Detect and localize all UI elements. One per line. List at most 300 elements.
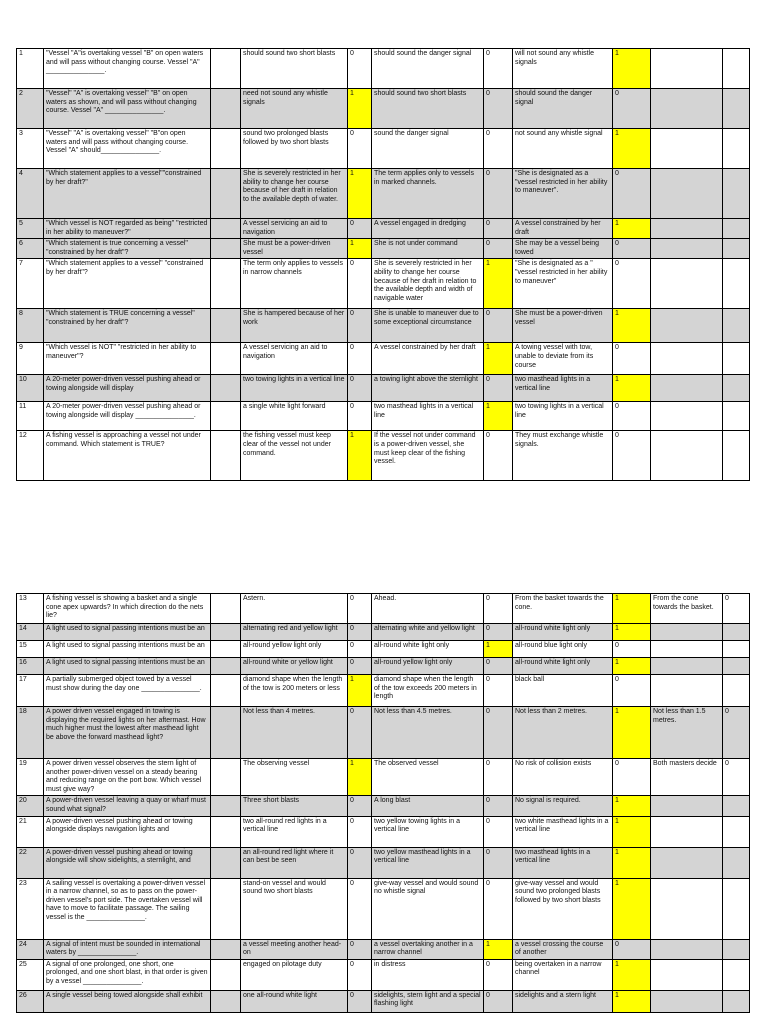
answer-flag-2: 0 — [484, 431, 513, 481]
answer-option-1: The observing vessel — [241, 759, 348, 796]
answer-flag-1: 1 — [348, 89, 372, 129]
answer-flag-2: 0 — [484, 89, 513, 129]
answer-option-1: Astern. — [241, 594, 348, 624]
answer-option-4 — [651, 878, 723, 939]
question-text: A light used to signal passing intentions must be an — [44, 624, 211, 641]
blank-cell — [211, 239, 241, 259]
answer-flag-3: 1 — [613, 594, 651, 624]
question-text: "Which statement is true concerning a vessel" "constrained by her draft"? — [44, 239, 211, 259]
answer-flag-2: 0 — [484, 796, 513, 816]
answer-flag-1: 0 — [348, 816, 372, 847]
answer-flag-1: 0 — [348, 343, 372, 375]
answer-flag-3: 0 — [613, 239, 651, 259]
answer-flag-3: 0 — [613, 89, 651, 129]
answer-flag-4 — [723, 796, 750, 816]
blank-cell — [211, 402, 241, 431]
question-number: 9 — [17, 343, 44, 375]
question-row — [17, 594, 750, 624]
answer-flag-1: 0 — [348, 309, 372, 343]
answer-flag-4 — [723, 49, 750, 89]
answer-option-2: a vessel overtaking another in a narrow channel — [372, 939, 484, 959]
answer-flag-2: 0 — [484, 816, 513, 847]
answer-flag-2: 0 — [484, 624, 513, 641]
answer-option-1: all-round yellow light only — [241, 641, 348, 658]
answer-flag-2: 1 — [484, 641, 513, 658]
question-row — [17, 431, 750, 481]
question-row — [17, 402, 750, 431]
question-text: A power driven vessel engaged in towing is displaying the required lights on her aftermast. How much higher must the lowest after masthead light be above the forward masthead light? — [44, 707, 211, 759]
answer-flag-1: 1 — [348, 759, 372, 796]
question-row — [17, 343, 750, 375]
answer-option-1: an all-round red light where it can best be seen — [241, 847, 348, 878]
answer-flag-3: 0 — [613, 939, 651, 959]
question-row — [17, 959, 750, 990]
answer-flag-3: 1 — [613, 796, 651, 816]
answer-option-2: should sound the danger signal — [372, 49, 484, 89]
answer-option-1: two towing lights in a vertical line — [241, 375, 348, 402]
question-number: 5 — [17, 219, 44, 239]
answer-flag-3: 1 — [613, 375, 651, 402]
question-number: 4 — [17, 169, 44, 219]
answer-option-1: the fishing vessel must keep clear of the vessel not under command. — [241, 431, 348, 481]
answer-option-4 — [651, 641, 723, 658]
answer-option-3: two towing lights in a vertical line — [513, 402, 613, 431]
answer-option-1: sound two prolonged blasts followed by two short blasts — [241, 129, 348, 169]
answer-option-4 — [651, 49, 723, 89]
question-text: "Vessel "A"is overtaking vessel "B" on open waters and will pass without changing course. Vessel "A" _______________. — [44, 49, 211, 89]
answer-option-3: No risk of collision exists — [513, 759, 613, 796]
answer-flag-4: 0 — [723, 759, 750, 796]
answer-option-2: in distress — [372, 959, 484, 990]
answer-flag-4 — [723, 959, 750, 990]
answer-option-1: a vessel meeting another head-on — [241, 939, 348, 959]
answer-option-4 — [651, 129, 723, 169]
answer-flag-3: 0 — [613, 759, 651, 796]
answer-option-3: black ball — [513, 675, 613, 707]
answer-option-3: will not sound any whistle signals — [513, 49, 613, 89]
question-row — [17, 707, 750, 759]
question-text: A partially submerged object towed by a vessel must show during the day one _______________. — [44, 675, 211, 707]
answer-flag-3: 1 — [613, 129, 651, 169]
question-row — [17, 796, 750, 816]
question-text: A 20-meter power-driven vessel pushing ahead or towing alongside will display _______________. — [44, 402, 211, 431]
blank-cell — [211, 309, 241, 343]
answer-flag-3: 1 — [613, 847, 651, 878]
answer-option-1: A vessel servicing an aid to navigation — [241, 219, 348, 239]
question-row — [17, 129, 750, 169]
answer-option-3: sidelights and a stern light — [513, 990, 613, 1012]
answer-flag-4 — [723, 375, 750, 402]
answer-flag-2: 0 — [484, 169, 513, 219]
blank-cell — [211, 959, 241, 990]
question-text: A sailing vessel is overtaking a power-driven vessel in a narrow channel, so as to pass on the power-driven vessel's port side. The overtaken vessel will have to move to facilitate passage. The sailing vessel is the _______________. — [44, 878, 211, 939]
blank-cell — [211, 796, 241, 816]
answer-option-4 — [651, 847, 723, 878]
answer-option-4 — [651, 259, 723, 309]
blank-cell — [211, 169, 241, 219]
answer-option-4 — [651, 169, 723, 219]
question-number: 11 — [17, 402, 44, 431]
blank-cell — [211, 707, 241, 759]
answer-flag-4 — [723, 878, 750, 939]
answer-flag-3: 0 — [613, 402, 651, 431]
question-number: 8 — [17, 309, 44, 343]
question-number: 20 — [17, 796, 44, 816]
answer-flag-1: 1 — [348, 431, 372, 481]
answer-flag-3: 0 — [613, 641, 651, 658]
answer-flag-4 — [723, 309, 750, 343]
question-text: "Vessel" "A" is overtaking vessel" "B"on open waters and will pass without changing course. Vessel "A" should_______________. — [44, 129, 211, 169]
answer-option-4 — [651, 89, 723, 129]
question-text: A fishing vessel is showing a basket and a single cone apex upwards? In which direction do the nets lie? — [44, 594, 211, 624]
question-number: 14 — [17, 624, 44, 641]
answer-flag-3: 1 — [613, 990, 651, 1012]
question-number: 18 — [17, 707, 44, 759]
answer-option-3: two white masthead lights in a vertical line — [513, 816, 613, 847]
answer-option-2: all-round white light only — [372, 641, 484, 658]
answer-option-2: should sound two short blasts — [372, 89, 484, 129]
answer-option-1: She is severely restricted in her ability to change her course because of her draft in relation to the available depth of water. — [241, 169, 348, 219]
answer-option-3: two masthead lights in a vertical line — [513, 375, 613, 402]
answer-option-2: diamond shape when the length of the tow exceeds 200 meters in length — [372, 675, 484, 707]
question-text: "Which statement is TRUE concerning a vessel" "constrained by her draft"? — [44, 309, 211, 343]
answer-flag-2: 0 — [484, 759, 513, 796]
answer-flag-1: 0 — [348, 990, 372, 1012]
question-row — [17, 169, 750, 219]
answer-flag-3: 0 — [613, 431, 651, 481]
blank-cell — [211, 990, 241, 1012]
answer-flag-4 — [723, 816, 750, 847]
question-text: A light used to signal passing intentions must be an — [44, 641, 211, 658]
answer-option-3: all-round white light only — [513, 658, 613, 675]
answer-flag-3: 1 — [613, 309, 651, 343]
answer-flag-1: 0 — [348, 847, 372, 878]
blank-cell — [211, 847, 241, 878]
answer-option-1: should sound two short blasts — [241, 49, 348, 89]
answer-option-2: The observed vessel — [372, 759, 484, 796]
question-number: 19 — [17, 759, 44, 796]
answer-flag-4 — [723, 431, 750, 481]
answer-flag-2: 0 — [484, 878, 513, 939]
answer-flag-3: 1 — [613, 658, 651, 675]
answer-option-2: She is not under command — [372, 239, 484, 259]
answer-option-3: all-round white light only — [513, 624, 613, 641]
question-number: 2 — [17, 89, 44, 129]
answer-flag-2: 1 — [484, 343, 513, 375]
answer-flag-2: 0 — [484, 658, 513, 675]
answer-option-4: Both masters decide — [651, 759, 723, 796]
questions-table-2 — [16, 593, 750, 1013]
answer-flag-4 — [723, 939, 750, 959]
questions-table-1 — [16, 48, 750, 481]
blank-cell — [211, 49, 241, 89]
blank-cell — [211, 641, 241, 658]
answer-option-2: all-round yellow light only — [372, 658, 484, 675]
question-row — [17, 759, 750, 796]
answer-option-2: two yellow towing lights in a vertical line — [372, 816, 484, 847]
answer-flag-2: 0 — [484, 219, 513, 239]
blank-cell — [211, 939, 241, 959]
question-row — [17, 309, 750, 343]
answer-option-1: Not less than 4 metres. — [241, 707, 348, 759]
answer-flag-3: 0 — [613, 343, 651, 375]
answer-flag-1: 0 — [348, 878, 372, 939]
answer-flag-1: 0 — [348, 402, 372, 431]
blank-cell — [211, 624, 241, 641]
answer-flag-3: 0 — [613, 675, 651, 707]
answer-flag-4 — [723, 675, 750, 707]
answer-flag-4 — [723, 129, 750, 169]
question-text: A signal of intent must be sounded in international waters by _______________. — [44, 939, 211, 959]
question-row — [17, 847, 750, 878]
answer-flag-1: 0 — [348, 375, 372, 402]
question-text: A single vessel being towed alongside shall exhibit — [44, 990, 211, 1012]
answer-flag-2: 0 — [484, 309, 513, 343]
answer-flag-2: 0 — [484, 375, 513, 402]
answer-option-4 — [651, 239, 723, 259]
answer-option-3: From the basket towards the cone. — [513, 594, 613, 624]
answer-flag-2: 0 — [484, 129, 513, 169]
answer-flag-3: 1 — [613, 624, 651, 641]
answer-option-3: not sound any whistle signal — [513, 129, 613, 169]
answer-flag-2: 1 — [484, 402, 513, 431]
question-number: 12 — [17, 431, 44, 481]
answer-option-1: all-round white or yellow light — [241, 658, 348, 675]
answer-option-1: one all-round white light — [241, 990, 348, 1012]
answer-option-4 — [651, 939, 723, 959]
question-number: 3 — [17, 129, 44, 169]
answer-option-1: She must be a power-driven vessel — [241, 239, 348, 259]
blank-cell — [211, 89, 241, 129]
question-row — [17, 259, 750, 309]
answer-flag-4 — [723, 89, 750, 129]
answer-option-2: sidelights, stern light and a special flashing light — [372, 990, 484, 1012]
answer-option-1: Three short blasts — [241, 796, 348, 816]
blank-cell — [211, 675, 241, 707]
answer-flag-4 — [723, 169, 750, 219]
answer-flag-1: 0 — [348, 624, 372, 641]
question-row — [17, 990, 750, 1012]
question-number: 13 — [17, 594, 44, 624]
answer-flag-1: 0 — [348, 796, 372, 816]
question-number: 16 — [17, 658, 44, 675]
answer-option-4 — [651, 990, 723, 1012]
answer-flag-4 — [723, 402, 750, 431]
answer-option-4 — [651, 658, 723, 675]
question-row — [17, 89, 750, 129]
answer-option-4 — [651, 431, 723, 481]
question-row — [17, 375, 750, 402]
question-row — [17, 239, 750, 259]
question-number: 6 — [17, 239, 44, 259]
question-number: 24 — [17, 939, 44, 959]
answer-option-2: two yellow masthead lights in a vertical line — [372, 847, 484, 878]
question-row — [17, 939, 750, 959]
question-row — [17, 49, 750, 89]
question-text: A light used to signal passing intentions must be an — [44, 658, 211, 675]
answer-option-3: No signal is required. — [513, 796, 613, 816]
answer-option-4 — [651, 675, 723, 707]
answer-option-3: A vessel constrained by her draft — [513, 219, 613, 239]
answer-option-1: A vessel servicing an aid to navigation — [241, 343, 348, 375]
answer-flag-3: 1 — [613, 707, 651, 759]
answer-flag-3: 1 — [613, 49, 651, 89]
question-number: 22 — [17, 847, 44, 878]
answer-flag-1: 0 — [348, 658, 372, 675]
answer-option-3: two masthead lights in a vertical line — [513, 847, 613, 878]
question-number: 23 — [17, 878, 44, 939]
answer-option-4 — [651, 375, 723, 402]
blank-cell — [211, 431, 241, 481]
answer-flag-2: 1 — [484, 259, 513, 309]
answer-flag-4 — [723, 343, 750, 375]
answer-option-2: A vessel constrained by her draft — [372, 343, 484, 375]
blank-cell — [211, 658, 241, 675]
blank-cell — [211, 219, 241, 239]
answer-option-4 — [651, 343, 723, 375]
question-text: A fishing vessel is approaching a vessel not under command. Which statement is TRUE? — [44, 431, 211, 481]
question-number: 10 — [17, 375, 44, 402]
answer-option-1: The term only applies to vessels in narrow channels — [241, 259, 348, 309]
answer-flag-1: 0 — [348, 959, 372, 990]
answer-option-1: stand-on vessel and would sound two short blasts — [241, 878, 348, 939]
answer-flag-1: 0 — [348, 129, 372, 169]
answer-flag-4 — [723, 990, 750, 1012]
answer-option-3: Not less than 2 metres. — [513, 707, 613, 759]
answer-option-2: Not less than 4.5 metres. — [372, 707, 484, 759]
question-text: "Which statement applies to a vessel""constrained by her draft?" — [44, 169, 211, 219]
answer-option-3: "She is designated as a "vessel restricted in her ability to maneuver". — [513, 169, 613, 219]
answer-option-3: A towing vessel with tow, unable to deviate from its course — [513, 343, 613, 375]
blank-cell — [211, 816, 241, 847]
answer-flag-4 — [723, 259, 750, 309]
answer-flag-4 — [723, 219, 750, 239]
answer-option-4 — [651, 959, 723, 990]
answer-option-1: engaged on pilotage duty — [241, 959, 348, 990]
answer-flag-3: 1 — [613, 816, 651, 847]
answer-option-1: She is hampered because of her work — [241, 309, 348, 343]
questions-table-1-body — [17, 49, 750, 481]
answer-flag-2: 0 — [484, 990, 513, 1012]
question-number: 25 — [17, 959, 44, 990]
question-number: 21 — [17, 816, 44, 847]
questions-table-2-body — [17, 594, 750, 1013]
answer-flag-1: 0 — [348, 259, 372, 309]
answer-flag-2: 0 — [484, 959, 513, 990]
answer-option-2: a towing light above the sternlight — [372, 375, 484, 402]
answer-option-1: two all-round red lights in a vertical line — [241, 816, 348, 847]
question-number: 17 — [17, 675, 44, 707]
answer-option-3: give-way vessel and would sound two prolonged blasts followed by two short blasts — [513, 878, 613, 939]
question-row — [17, 624, 750, 641]
question-text: "Vessel" "A" is overtaking vessel" "B" on open waters as shown, and will pass without changing course. Vessel "A" _______________. — [44, 89, 211, 129]
answer-flag-4: 0 — [723, 707, 750, 759]
answer-option-2: sound the danger signal — [372, 129, 484, 169]
answer-option-2: alternating white and yellow light — [372, 624, 484, 641]
answer-flag-2: 0 — [484, 847, 513, 878]
answer-flag-1: 0 — [348, 594, 372, 624]
blank-cell — [211, 878, 241, 939]
answer-option-3: should sound the danger signal — [513, 89, 613, 129]
question-text: A power-driven vessel pushing ahead or towing alongside will show sidelights, a sternlight, and — [44, 847, 211, 878]
question-text: "Which statement applies to a vessel" "constrained by her draft"? — [44, 259, 211, 309]
blank-cell — [211, 129, 241, 169]
answer-flag-4 — [723, 658, 750, 675]
answer-flag-1: 1 — [348, 675, 372, 707]
answer-option-2: give-way vessel and would sound no whistle signal — [372, 878, 484, 939]
answer-option-1: diamond shape when the length of the tow is 200 meters or less — [241, 675, 348, 707]
answer-flag-3: 1 — [613, 878, 651, 939]
blank-cell — [211, 375, 241, 402]
answer-option-3: She may be a vessel being towed — [513, 239, 613, 259]
answer-flag-1: 0 — [348, 939, 372, 959]
question-row — [17, 675, 750, 707]
answer-option-2: She is severely restricted in her ability to change her course because of her draft in relation to the available depth and width of navigable water — [372, 259, 484, 309]
question-number: 26 — [17, 990, 44, 1012]
answer-option-1: alternating red and yellow light — [241, 624, 348, 641]
blank-cell — [211, 259, 241, 309]
question-text: "Which vessel is NOT" "restricted in her ability to maneuver"? — [44, 343, 211, 375]
answer-option-2: A vessel engaged in dredging — [372, 219, 484, 239]
answer-flag-3: 0 — [613, 259, 651, 309]
question-row — [17, 816, 750, 847]
question-text: A 20-meter power-driven vessel pushing ahead or towing alongside will display — [44, 375, 211, 402]
answer-flag-2: 1 — [484, 939, 513, 959]
question-text: A power-driven vessel leaving a quay or wharf must sound what signal? — [44, 796, 211, 816]
answer-flag-4: 0 — [723, 594, 750, 624]
answer-flag-3: 1 — [613, 219, 651, 239]
answer-option-2: Ahead. — [372, 594, 484, 624]
answer-flag-2: 0 — [484, 239, 513, 259]
answer-flag-1: 1 — [348, 239, 372, 259]
question-row — [17, 641, 750, 658]
answer-option-3: all-round blue light only — [513, 641, 613, 658]
question-row — [17, 658, 750, 675]
answer-flag-2: 0 — [484, 594, 513, 624]
answer-flag-4 — [723, 847, 750, 878]
answer-option-2: A long blast — [372, 796, 484, 816]
answer-flag-1: 1 — [348, 169, 372, 219]
answer-option-4 — [651, 402, 723, 431]
question-row — [17, 878, 750, 939]
question-row — [17, 219, 750, 239]
answer-flag-2: 0 — [484, 707, 513, 759]
question-number: 15 — [17, 641, 44, 658]
question-number: 1 — [17, 49, 44, 89]
answer-option-4 — [651, 624, 723, 641]
answer-option-3: "She is designated as a " "vessel restricted in her ability to maneuver" — [513, 259, 613, 309]
answer-option-2: She is unable to maneuver due to some exceptional circumstance — [372, 309, 484, 343]
answer-flag-3: 0 — [613, 169, 651, 219]
answer-flag-2: 0 — [484, 49, 513, 89]
answer-flag-3: 1 — [613, 959, 651, 990]
answer-flag-2: 0 — [484, 675, 513, 707]
question-number: 7 — [17, 259, 44, 309]
answer-flag-4 — [723, 239, 750, 259]
answer-option-1: a single white light forward — [241, 402, 348, 431]
answer-flag-1: 0 — [348, 49, 372, 89]
answer-flag-1: 0 — [348, 219, 372, 239]
answer-option-3: She must be a power-driven vessel — [513, 309, 613, 343]
answer-option-2: two masthead lights in a vertical line — [372, 402, 484, 431]
answer-option-2: The term applies only to vessels in marked channels. — [372, 169, 484, 219]
answer-option-3: They must exchange whistle signals. — [513, 431, 613, 481]
answer-option-4 — [651, 796, 723, 816]
answer-option-1: need not sound any whistle signals — [241, 89, 348, 129]
question-text: A power-driven vessel pushing ahead or towing alongside displays navigation lights and — [44, 816, 211, 847]
question-text: A power driven vessel observes the stern light of another power-driven vessel on a steady bearing and reducing range on the port bow. Which vessel must give way? — [44, 759, 211, 796]
blank-cell — [211, 594, 241, 624]
